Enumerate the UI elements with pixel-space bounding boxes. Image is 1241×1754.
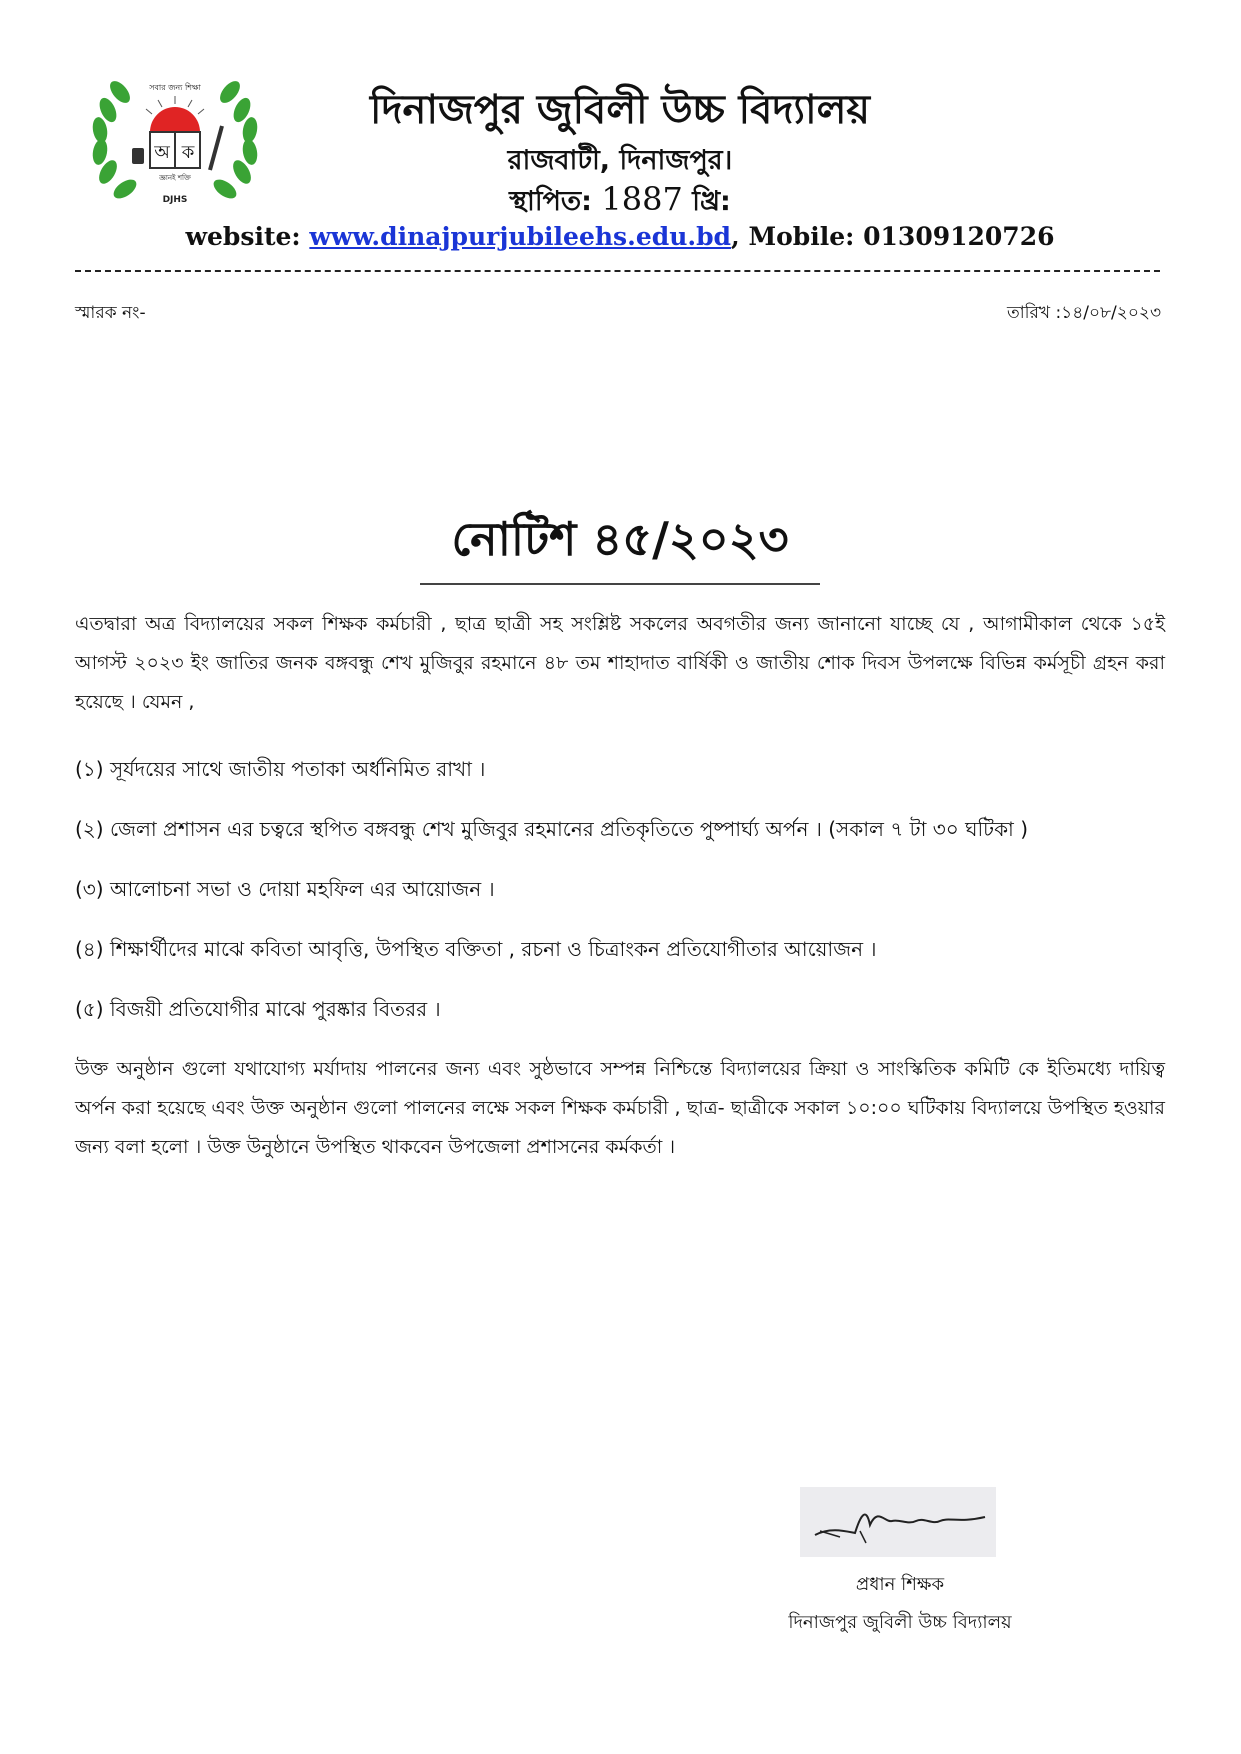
program-item: (৪) শিক্ষার্থীদের মাঝে কবিতা আবৃত্তি, উপস্থিত বক্তিতা , রচনা ও চিত্রাংকন প্রতিযোগীতার আয়োজন । xyxy=(75,937,877,961)
website-link[interactable]: www.dinajpurjubileehs.edu.bd xyxy=(309,222,732,251)
logo-bottom-text: জ্ঞানই শক্তি xyxy=(159,174,191,182)
program-item: (৩) আলোচনা সভা ও দোয়া মহফিল এর আয়োজন । xyxy=(75,877,495,901)
mobile-number: 01309120726 xyxy=(863,222,1055,251)
school-name: দিনাজপুর জুবিলী উচ্চ বিদ্যালয় xyxy=(370,87,870,133)
notice-title: নোটিশ ৪৫/২০২৩ xyxy=(420,505,820,585)
header-divider xyxy=(75,270,1160,272)
logo-abbr: DJHS xyxy=(162,195,188,205)
notice-date: তারিখ :১৪/০৮/২০২৩ xyxy=(1006,303,1161,323)
pen-icon xyxy=(210,126,222,170)
program-item: (২) জেলা প্রশাসন এর চত্বরে স্থপিত বঙ্গবন্ধু শেখ মুজিবুর রহমানের প্রতিকৃতিতে পুষ্পার্ঘ্য অর্পন । (সকাল ৭ টা ৩০ ঘটিকা ) xyxy=(75,817,1029,841)
program-item: (৫) বিজয়ী প্রতিযোগীর মাঝে পুরষ্কার বিতরর । xyxy=(75,997,441,1021)
notice-closing: উক্ত অনুষ্ঠান গুলো যথাযোগ্য মর্যাদায় পালনের জন্য এবং সুষ্ঠভাবে সম্পন্ন নিশ্চিন্তে বিদ্যালয়ের ক্রিয়া ও সাংস্কিতিক কমিটি কে ইতিমধ্যে দায়িত্ব অর্পন করা হয়েছে এবং উক্ত অনুষ্ঠান গুলো পালনের লক্ষে সকল শিক্ষক কর্মচারী , ছাত্র- ছাত্রীকে সকাল ১০:০০ ঘটিকায় বিদ্যালয়ে উপস্থিত হওয়ার জন্য বলা হলো । উক্ত উনুষ্ঠানে উপস্থিত থাকবেন উপজেলা প্রশাসনের কর্মকর্তা । xyxy=(75,1058,1165,1158)
notice-intro: এতদ্বারা অত্র বিদ্যালয়ের সকল শিক্ষক কর্মচারী , ছাত্র ছাত্রী সহ সংশ্লিষ্ট সকলের অবগতীর জন্য জানানো যাচ্ছে যে , আগামীকাল থেকে ১৫ই আগস্ট ২০২৩ ইং জাতির জনক বঙ্গবন্ধু শেখ মুজিবুর রহমানে ৪৮ তম শাহাদাত বার্ষিকী ও জাতীয় শোক দিবস উপলক্ষে বিভিন্ন কর্মসূচী গ্রহন করা হয়েছে । যেমন , xyxy=(75,613,1165,713)
logo-letter-a: অ xyxy=(154,142,170,163)
established-year: 1887 xyxy=(601,180,683,218)
memo-number: স্মারক নং- xyxy=(75,303,146,323)
established-line xyxy=(320,180,920,226)
sun-icon xyxy=(150,107,200,132)
inkpot-icon xyxy=(132,148,144,164)
signature-image xyxy=(800,1487,996,1557)
program-item: (১) সূর্যদয়ের সাথে জাতীয় পতাকা অর্ধনিমিত রাখা । xyxy=(75,757,486,781)
mobile-label: , Mobile: xyxy=(731,222,855,251)
established-label: স্থাপিত: xyxy=(509,186,592,217)
logo-letter-ka: ক xyxy=(181,142,195,163)
website-label: website: xyxy=(185,222,301,251)
logo-arc-text: সবার জন্য শিক্ষা xyxy=(149,83,201,92)
signatory-role: প্রধান শিক্ষক xyxy=(855,1574,945,1595)
established-suffix: খ্রি: xyxy=(692,186,731,217)
school-logo xyxy=(80,52,270,212)
signatory-organization: দিনাজপুর জুবিলী উচ্চ বিদ্যালয় xyxy=(788,1612,1012,1633)
contact-line xyxy=(150,222,1090,251)
school-address: রাজবাটী, দিনাজপুর। xyxy=(507,145,733,176)
